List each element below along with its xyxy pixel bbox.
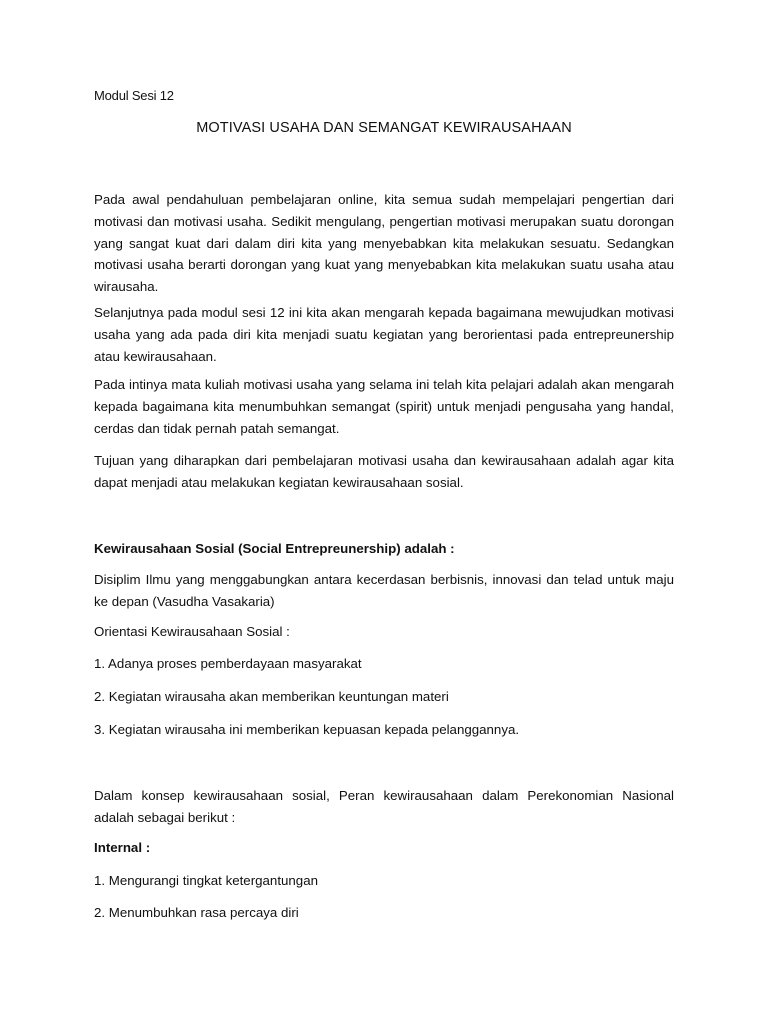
module-label: Modul Sesi 12 bbox=[94, 88, 174, 103]
social-entrepreneurship-definition: Disiplim Ilmu yang menggabungkan antara kecerdasan berbisnis, innovasi dan telad untuk maju ke depan (Vasudha Vasakaria) bbox=[94, 572, 674, 609]
orientation-item-1: 1. Adanya proses pemberdayaan masyarakat bbox=[94, 656, 362, 671]
orientation-item-2: 2. Kegiatan wirausaha akan memberikan keuntungan materi bbox=[94, 689, 449, 704]
paragraph-goal: Tujuan yang diharapkan dari pembelajaran motivasi usaha dan kewirausahaan adalah agar kita dapat menjadi atau melakukan kegiatan kewirausahaan sosial. bbox=[94, 453, 674, 490]
orientation-heading: Orientasi Kewirausahaan Sosial : bbox=[94, 624, 290, 639]
national-role-intro: Dalam konsep kewirausahaan sosial, Peran kewirausahaan dalam Perekonomian Nasional adalah sebagai berikut : bbox=[94, 788, 674, 825]
internal-item-1: 1. Mengurangi tingkat ketergantungan bbox=[94, 873, 318, 888]
paragraph-core: Pada intinya mata kuliah motivasi usaha yang selama ini telah kita pelajari adalah akan mengarah kepada bagaimana kita menumbuhkan semangat (spirit) untuk menjadi pengusaha yang handal, cerdas dan tidak pernah patah semangat. bbox=[94, 377, 674, 436]
paragraph-module-focus: Selanjutnya pada modul sesi 12 ini kita akan mengarah kepada bagaimana mewujudkan motivasi usaha yang ada pada diri kita menjadi suatu kegiatan yang berorientasi pada entrepreunership atau kewirausahaan. bbox=[94, 305, 674, 364]
paragraph-intro: Pada awal pendahuluan pembelajaran online, kita semua sudah mempelajari pengertian dari motivasi dan motivasi usaha. Sedikit mengulang, pengertian motivasi merupakan suatu dorongan yang sangat kuat dari dalam diri kita yang menyebabkan kita melakukan sesuatu. Sedangkan motivasi usaha berarti dorongan yang kuat yang menyebabkan kita melakukan suatu usaha atau wirausaha. bbox=[94, 192, 674, 295]
document-page bbox=[94, 0, 674, 1024]
document-title: MOTIVASI USAHA DAN SEMANGAT KEWIRAUSAHAAN bbox=[196, 120, 572, 136]
orientation-item-3: 3. Kegiatan wirausaha ini memberikan kepuasan kepada pelanggannya. bbox=[94, 722, 520, 737]
internal-item-2: 2. Menumbuhkan rasa percaya diri bbox=[94, 905, 299, 920]
social-entrepreneurship-heading: Kewirausahaan Sosial (Social Entrepreunership) adalah : bbox=[94, 541, 455, 556]
internal-heading: Internal : bbox=[94, 840, 151, 855]
